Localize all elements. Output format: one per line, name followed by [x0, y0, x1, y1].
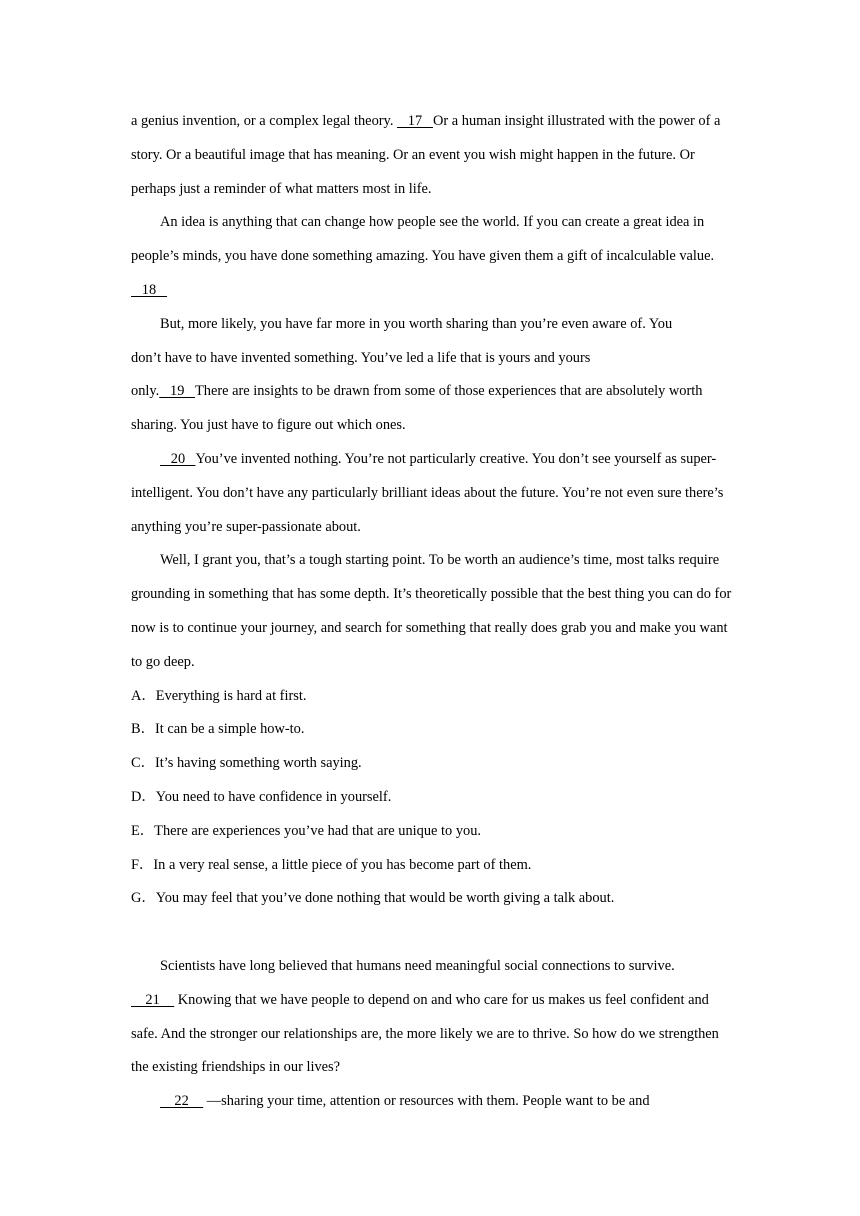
option-b: B．It can be a simple how-to.	[131, 721, 305, 738]
paragraph-text: There are insights to be drawn from some of those experiences that are absolutely worth sharing. You just have to figure out which ones.	[131, 383, 703, 434]
blank-21: 21	[131, 991, 175, 1008]
option-d: D．You need to have confidence in yourself.	[131, 788, 392, 805]
blank-18: 18	[131, 281, 167, 298]
passage2-paragraph-2	[131, 1085, 736, 1119]
paragraph-text: a genius invention, or a complex legal theory.	[131, 113, 398, 129]
passage1-paragraph-5	[131, 544, 736, 679]
blank-17: 17	[397, 113, 433, 129]
option-e: E．There are experiences you’ve had that are unique to you.	[131, 822, 482, 839]
blank-22: 22	[160, 1093, 204, 1110]
paragraph-text: Or a human insight illustrated with the power of a story. Or a beautiful image that has meaning. Or an event you wish might happen in the future. Or perhaps just a reminder of what matters most in life.	[131, 113, 721, 197]
blank-20: 20	[160, 450, 196, 467]
paragraph-text: Knowing that we have people to depend on and who care for us makes us feel confident and safe. And the stronger our relationships are, the more likely we are to thrive. So how do we strengthen the existing friendships in our lives?	[131, 991, 719, 1076]
paragraph-text: Well, I grant you, that’s a tough starting point. To be worth an audience’s time, most talks require grounding in something that has some depth. It’s theoretically possible that the best thing you can do for now is to continue your journey, and search for something that really does grab you and make you want to go deep.	[131, 552, 732, 670]
section-gap	[131, 916, 736, 950]
paragraph-line: don’t have to have invented something. You’ve led a life that is yours and yours	[131, 349, 591, 366]
document-body	[131, 105, 736, 1119]
option-c: C．It’s having something worth saying.	[131, 755, 362, 772]
paragraph-text: only.	[131, 383, 160, 400]
option-a: A．Everything is hard at first.	[131, 687, 307, 704]
passage1-paragraph-1	[131, 105, 736, 206]
paragraph-text: You’ve invented nothing. You’re not particularly creative. You don’t see yourself as super-intelligent. You don’t have any particularly brilliant ideas about the future. You’re not even sure there’s anything you’re super-passionate about.	[131, 450, 724, 535]
paragraph-line: But, more likely, you have far more in you worth sharing than you’re even aware of. You	[160, 315, 673, 332]
paragraph-text: —sharing your time, attention or resources with them. People want to be and	[203, 1093, 650, 1110]
passage1-paragraph-4	[131, 443, 736, 544]
blank-19: 19	[159, 383, 195, 400]
passage1-paragraph-2	[131, 206, 736, 307]
passage2-paragraph-1	[131, 950, 736, 1085]
paragraph-text: An idea is anything that can change how people see the world. If you can create a great idea in people’s minds, you have done something amazing. You have given them a gift of incalculable value.	[131, 214, 715, 265]
paragraph-line: Scientists have long believed that humans need meaningful social connections to survive.	[160, 957, 675, 974]
passage1-paragraph-3	[131, 308, 736, 443]
option-f: F．In a very real sense, a little piece of you has become part of them.	[131, 856, 532, 873]
option-g: G．You may feel that you’ve done nothing that would be worth giving a talk about.	[131, 890, 615, 907]
